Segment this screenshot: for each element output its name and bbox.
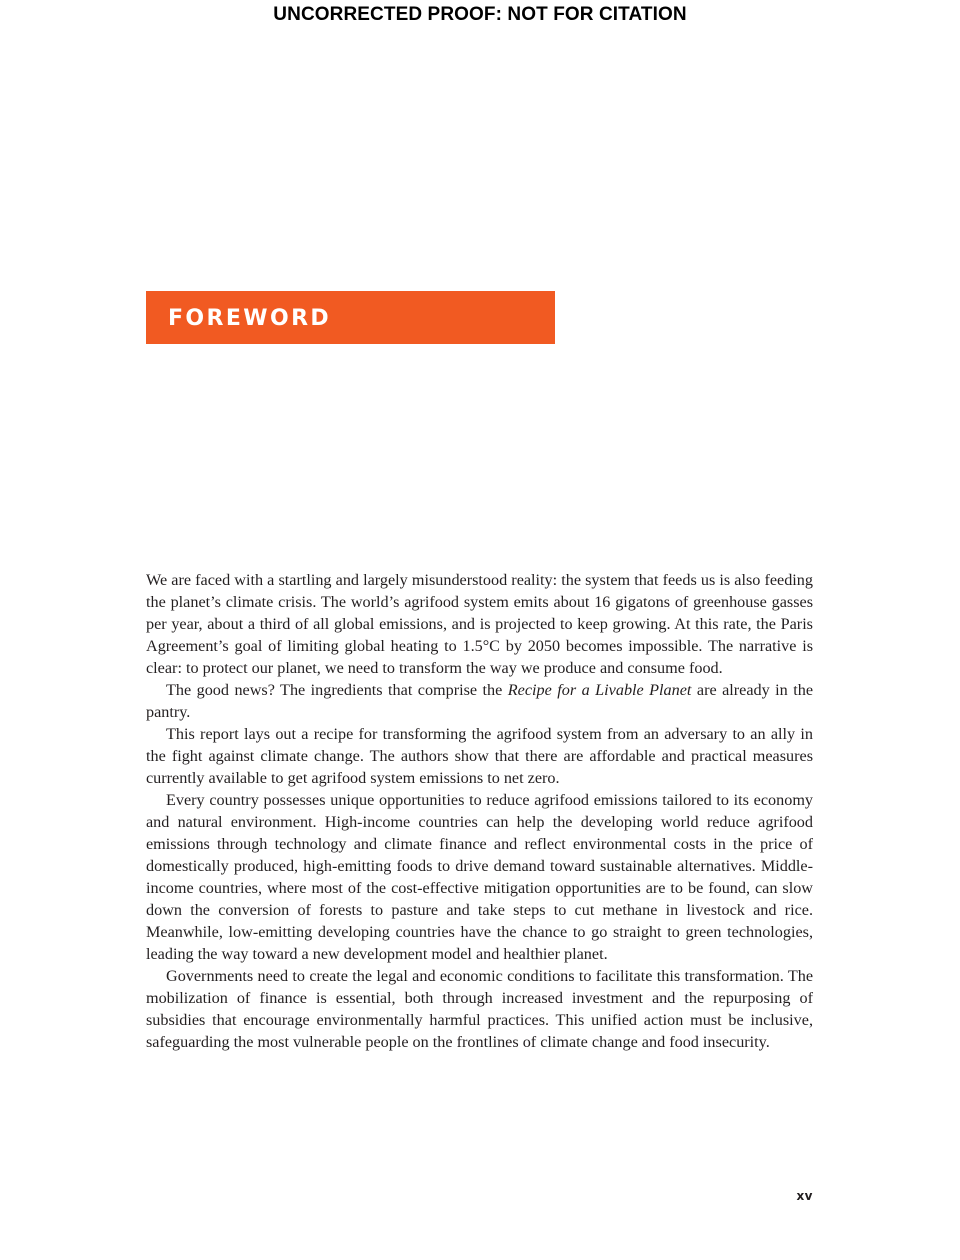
paragraph-4: Every country possesses unique opportunities to reduce agrifood emissions tailored to its economy and natural environment. High-income countries can help the developing world reduce agrifood emissions through technology and climate finance and reflect environmental costs in the price of domestically produced, high-emitting foods to drive demand toward sustainable alternatives. Middle-income countries, where most of the cost-effective mitigation opportunities are to be found, can slow down the conversion of forests to pasture and take steps to cut methane in livestock and rice. Meanwhile, low-emitting developing countries have the chance to go straight to green technologies, leading the way toward a new development model and healthier planet. [146, 791, 813, 963]
foreword-heading-box [146, 291, 555, 344]
page-number: xv [796, 1189, 813, 1203]
paragraph-2 [146, 679, 813, 723]
paragraph-2-start: The good news? The ingredients that comprise the [166, 681, 508, 699]
paragraph-2-end: are already in the pantry. [146, 681, 813, 721]
paragraph-5: Governments need to create the legal and economic conditions to facilitate this transformation. The mobilization of finance is essential, both through increased investment and the repurposing of subsidies that encourage environmentally harmful practices. This unified action must be inclusive, safeguarding the most vulnerable people on the frontlines of climate change and food insecurity. [146, 967, 813, 1051]
paragraph-1: We are faced with a startling and largely misunderstood reality: the system that feeds us is also feeding the planet’s climate crisis. The world’s agrifood system emits about 16 gigatons of greenhouse gasses per year, about a third of all global emissions, and is projected to keep growing. At this rate, the Paris Agreement’s goal of limiting global heating to 1.5°C by 2050 becomes impossible. The narrative is clear: to protect our planet, we need to transform the way we produce and consume food. [146, 571, 813, 677]
report-title: Recipe for a Livable Planet [507, 681, 692, 699]
foreword-body [146, 569, 813, 1053]
page-title: FOREWORD [168, 306, 332, 331]
proof-banner: UNCORRECTED PROOF: NOT FOR CITATION [273, 4, 687, 25]
paragraph-3: This report lays out a recipe for transforming the agrifood system from an adversary to an ally in the fight against climate change. The authors show that there are affordable and practical measures currently available to get agrifood system emissions to net zero. [146, 725, 813, 787]
